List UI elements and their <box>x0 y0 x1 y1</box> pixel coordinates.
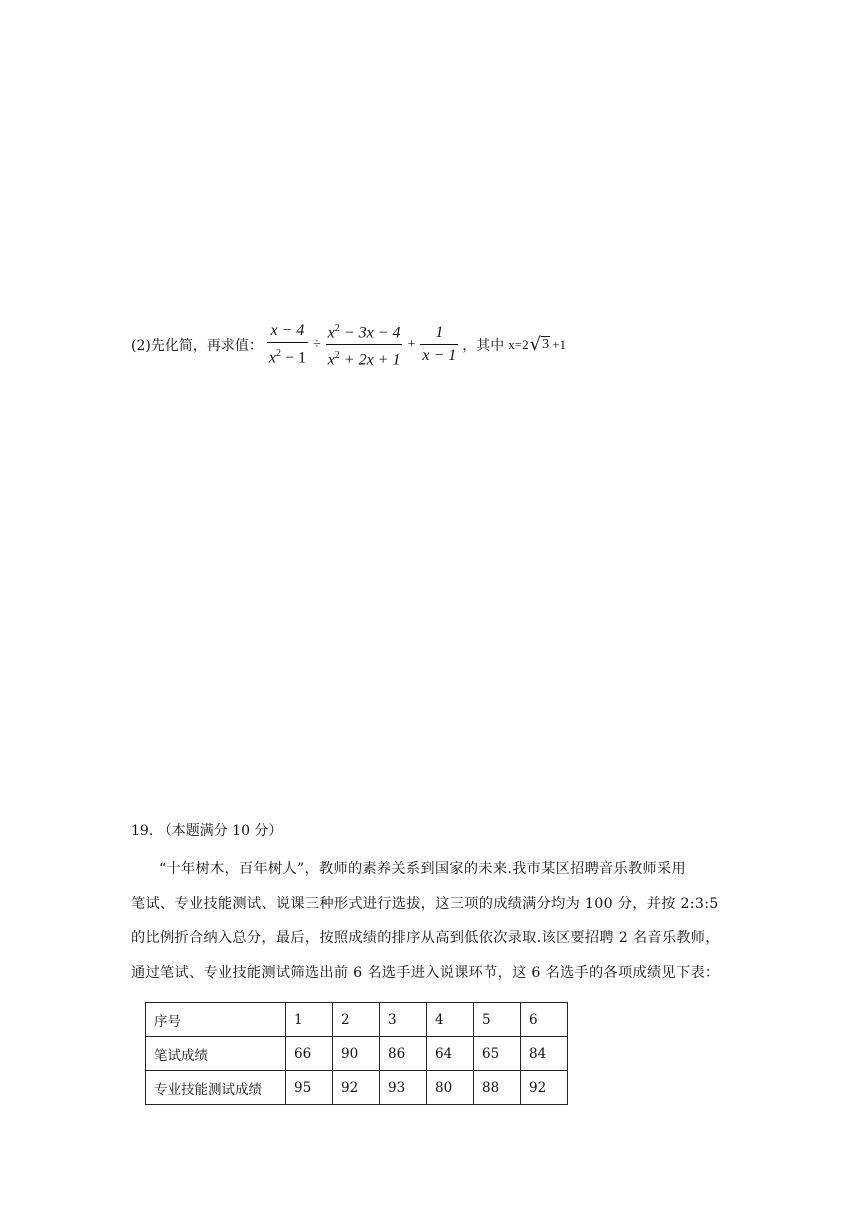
question-19-line: 的比例折合纳入总分，最后，按照成绩的排序从高到低依次录取.该区要招聘 2 名音乐教师， <box>131 930 720 946</box>
plus-operator: + <box>407 336 416 352</box>
table-cell: 92 <box>521 1071 568 1105</box>
fraction-2 <box>326 318 403 372</box>
fraction-2-numerator <box>326 318 403 344</box>
fraction-2-num-base: x <box>327 324 335 342</box>
table-cell-label: 专业技能测试成绩 <box>146 1071 286 1105</box>
table-cell-label: 笔试成绩 <box>146 1037 286 1071</box>
fraction-2-num-exp: 2 <box>334 323 340 334</box>
condition-radicand: 3 <box>542 337 550 353</box>
condition-rhs: +1 <box>552 336 566 352</box>
problem-2 <box>131 318 566 372</box>
table-cell: 95 <box>286 1071 333 1105</box>
fraction-3 <box>420 322 458 367</box>
table-cell: 1 <box>286 1003 333 1037</box>
table-cell: 6 <box>521 1003 568 1037</box>
fraction-2-den-base: x <box>327 351 335 369</box>
table-cell: 90 <box>333 1037 380 1071</box>
sqrt-icon: √ <box>529 334 542 356</box>
fraction-1-den-base: x <box>268 349 276 367</box>
fraction-1-den-rest: − 1 <box>280 349 306 367</box>
table-row <box>146 1003 568 1037</box>
fraction-1 <box>267 320 308 369</box>
condition-lhs: x=2 <box>508 336 529 352</box>
table-cell: 80 <box>427 1071 474 1105</box>
question-19-line: 笔试、专业技能测试、说课三种形式进行选拔，这三项的成绩满分均为 100 分，并按 2:3:5 <box>131 895 719 912</box>
fraction-1-numerator: x − 4 <box>270 322 305 340</box>
problem-2-suffix: ，其中 <box>462 337 505 354</box>
question-19-line: 通过笔试、专业技能测试筛选出前 6 名选手进入说课环节，这 6 名选手的各项成绩见下表： <box>131 964 720 981</box>
fraction-2-num-rest: − 3x − 4 <box>339 324 401 342</box>
fraction-3-numerator: 1 <box>435 324 444 342</box>
fraction-1-denominator <box>267 343 308 369</box>
table-cell: 4 <box>427 1003 474 1037</box>
problem-2-prefix: (2)先化简，再求值： <box>131 337 263 354</box>
table-cell: 5 <box>474 1003 521 1037</box>
table-cell-label: 序号 <box>146 1003 286 1037</box>
table-cell: 93 <box>380 1071 427 1105</box>
fraction-1-den-exp: 2 <box>275 348 281 360</box>
table-cell: 88 <box>474 1071 521 1105</box>
table-row <box>146 1071 568 1105</box>
fraction-2-den-rest: + 2x + 1 <box>339 351 401 369</box>
fraction-2-den-exp: 2 <box>334 350 340 362</box>
table-cell: 86 <box>380 1037 427 1071</box>
question-19-header: 19. （本题满分 10 分） <box>131 823 283 839</box>
table-cell: 66 <box>286 1037 333 1071</box>
fraction-3-denominator: x − 1 <box>422 347 457 365</box>
score-table <box>145 1002 568 1105</box>
question-19-text <box>131 852 731 990</box>
table-cell: 3 <box>380 1003 427 1037</box>
divide-operator: ÷ <box>312 336 321 352</box>
condition-expression <box>504 334 566 355</box>
table-cell: 2 <box>333 1003 380 1037</box>
question-19-line: “十年树木，百年树人”，教师的素养关系到国家的未来.我市某区招聘音乐教师采用 <box>159 861 686 877</box>
table-cell: 65 <box>474 1037 521 1071</box>
table-cell: 92 <box>333 1071 380 1105</box>
fraction-2-denominator <box>326 345 403 371</box>
table-row <box>146 1037 568 1071</box>
table-cell: 64 <box>427 1037 474 1071</box>
table-cell: 84 <box>521 1037 568 1071</box>
